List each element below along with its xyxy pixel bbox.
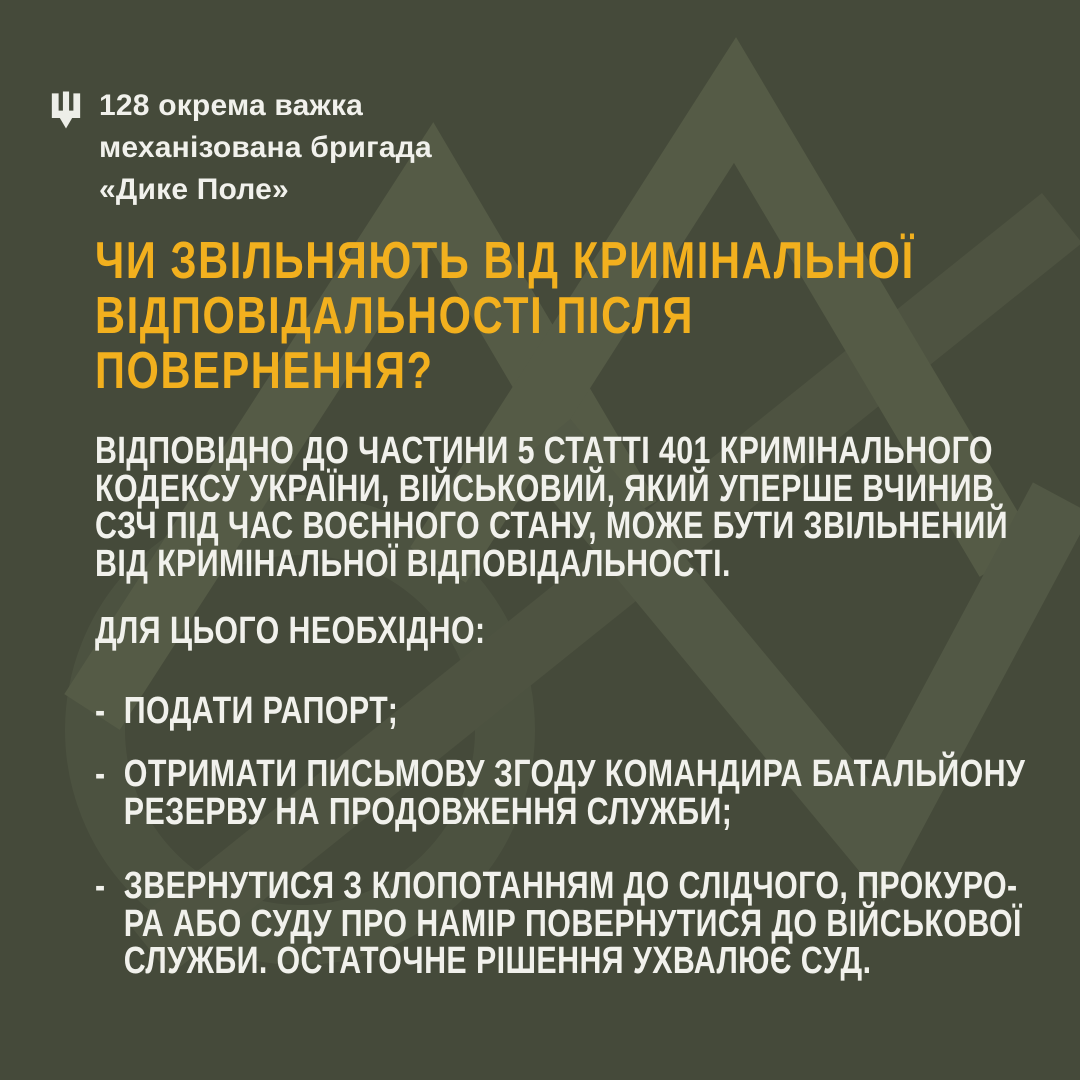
page-title <box>95 234 915 399</box>
bullet-dash: - <box>95 753 106 795</box>
list-item <box>95 689 1071 732</box>
list-item <box>95 753 1071 833</box>
brigade-name-line: «Дике Поле» <box>99 173 289 206</box>
list-item-line: ЗВЕРНУТИСЯ З КЛОПОТАННЯМ ДО СЛІДЧОГО, ПРОКУРО- <box>123 865 1018 907</box>
list-item-text <box>123 865 1022 982</box>
page-title-line: ВІДПОВІДАЛЬНОСТІ ПІСЛЯ <box>95 287 695 345</box>
list-item-line: ПОДАТИ РАПОРТ; <box>123 689 399 732</box>
brigade-name-line: механізована бригада <box>99 131 432 164</box>
list-item-text <box>123 753 1026 833</box>
list-item-line: СЛУЖБИ. ОСТАТОЧНЕ РІШЕННЯ УХВАЛЮЄ СУД. <box>123 940 872 982</box>
list-item-line: РА АБО СУДУ ПРО НАМІР ПОВЕРНУТИСЯ ДО ВІЙСЬКОВОЇ <box>123 902 1022 945</box>
tryzub-trident-icon <box>50 90 82 130</box>
brigade-name <box>99 85 432 211</box>
bullet-dash: - <box>95 689 106 732</box>
page-title-line: ПОВЕРНЕННЯ? <box>95 342 434 400</box>
intro-line: СЗЧ ПІД ЧАС ВОЄННОГО СТАНУ, МОЖЕ БУТИ ЗВІЛЬНЕНИЙ <box>95 505 1009 547</box>
intro-paragraph <box>95 430 1071 585</box>
intro-line: КОДЕКСУ УКРАЇНИ, ВІЙСЬКОВИЙ, ЯКИЙ УПЕРШЕ ВЧИНИВ <box>95 467 995 510</box>
body-copy <box>95 430 1071 982</box>
list-item-line: РЕЗЕРВУ НА ПРОДОВЖЕННЯ СЛУЖБИ; <box>123 790 733 833</box>
intro-line: ВІДПОВІДНО ДО ЧАСТИНИ 5 СТАТТІ 401 КРИМІНАЛЬНОГО <box>95 430 993 472</box>
list-heading: ДЛЯ ЦЬОГО НЕОБХІДНО: <box>95 610 486 652</box>
list-item-line: ОТРИМАТИ ПИСЬМОВУ ЗГОДУ КОМАНДИРА БАТАЛЬЙОНУ <box>123 753 1026 795</box>
page-title-line: ЧИ ЗВІЛЬНЯЮТЬ ВІД КРИМІНАЛЬНОЇ <box>95 232 915 290</box>
bullet-dash: - <box>95 865 106 907</box>
brigade-name-line: 128 окрема важка <box>99 89 364 122</box>
list-item <box>95 865 1071 982</box>
list-item-text <box>123 689 399 732</box>
intro-line: ВІД КРИМІНАЛЬНОЇ ВІДПОВІДАЛЬНОСТІ. <box>95 542 731 585</box>
